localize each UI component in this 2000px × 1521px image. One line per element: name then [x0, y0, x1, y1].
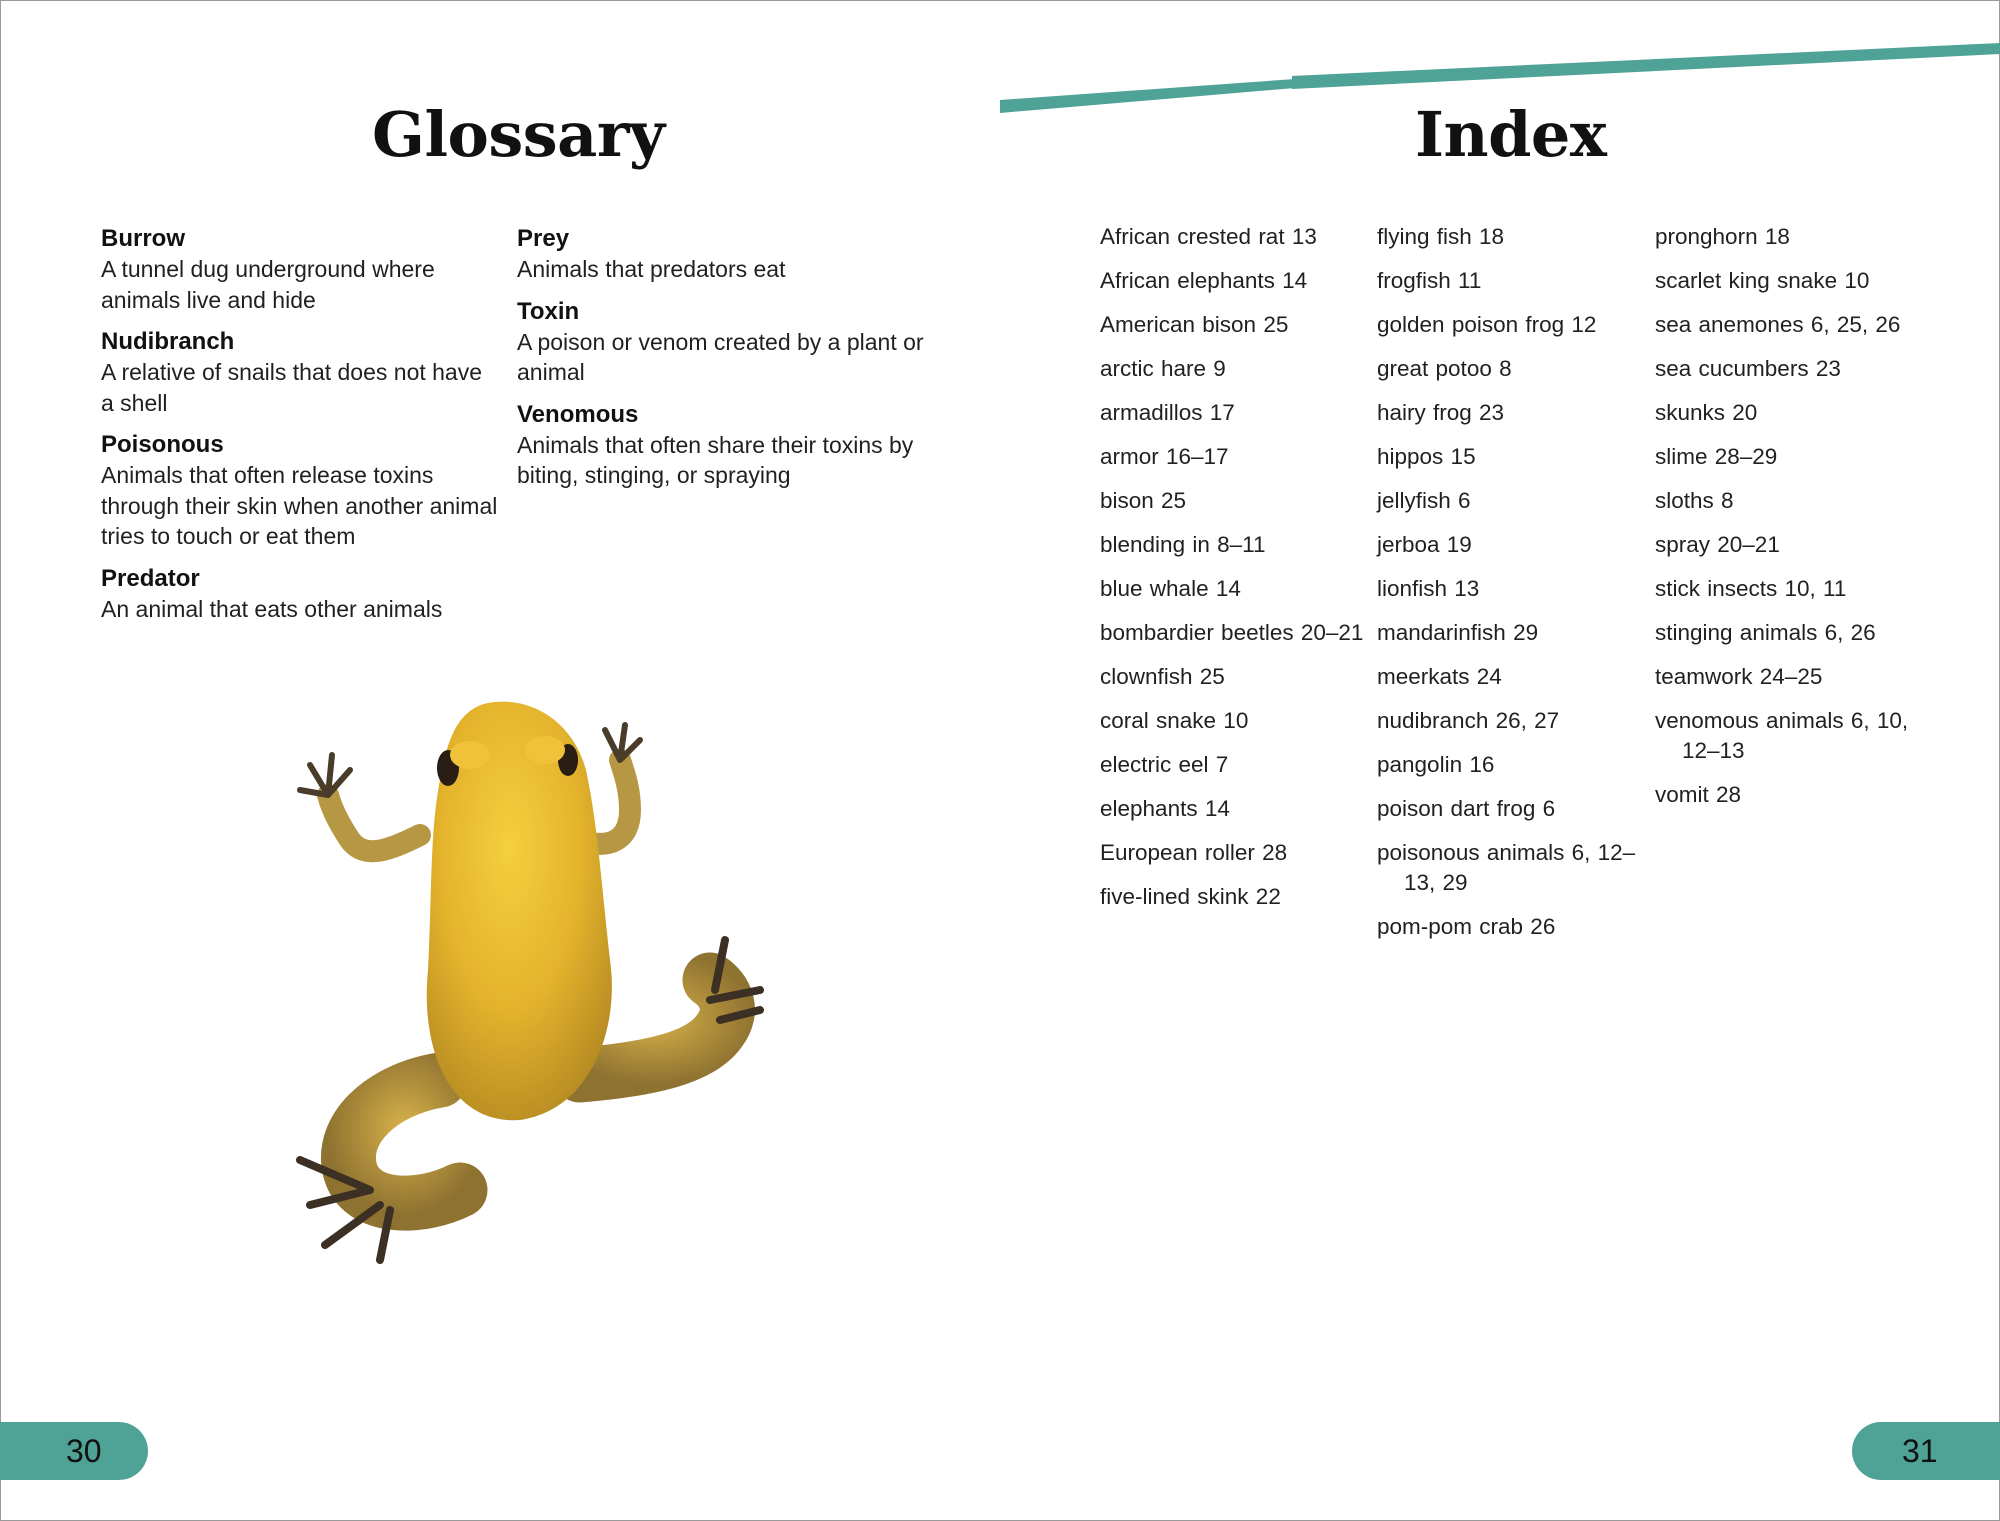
- glossary-definition: Animals that often release toxins through their skin when another animal tries to touch or eat them: [101, 462, 498, 549]
- glossary-term: Prey: [517, 225, 570, 252]
- page-number-right: 31: [1852, 1422, 2000, 1480]
- glossary-entry: [517, 297, 937, 388]
- index-entry: arctic hare 9: [1100, 356, 1226, 381]
- index-column-1: [1100, 222, 1370, 926]
- glossary-definition: A tunnel dug underground where animals live and hide: [101, 256, 435, 313]
- index-title: Index: [1415, 98, 1607, 171]
- index-entry: poisonous animals 6, 12–13, 29: [1377, 840, 1636, 895]
- index-entry: stick insects 10, 11: [1655, 576, 1847, 601]
- index-entry: coral snake 10: [1100, 708, 1249, 733]
- index-entry: African crested rat 13: [1100, 224, 1317, 249]
- index-entry: pronghorn 18: [1655, 224, 1790, 249]
- glossary-definition: A relative of snails that does not have a shell: [101, 359, 483, 416]
- teal-stripe-decoration: [0, 0, 2000, 130]
- index-entry: hairy frog 23: [1377, 400, 1505, 425]
- index-entry: jellyfish 6: [1377, 488, 1471, 513]
- glossary-term: Predator: [101, 564, 200, 592]
- index-entry: elephants 14: [1100, 796, 1230, 821]
- index-entry: mandarinfish 29: [1377, 620, 1539, 645]
- index-entry: clownfish 25: [1100, 664, 1225, 689]
- glossary-definition: An animal that eats other animals: [101, 595, 443, 622]
- index-entry: scarlet king snake 10: [1655, 268, 1870, 293]
- frog-photo: [280, 690, 780, 1290]
- glossary-term: Toxin: [517, 297, 580, 325]
- index-entry: lionfish 13: [1377, 576, 1480, 601]
- index-column-2: [1377, 222, 1647, 956]
- index-entry: teamwork 24–25: [1655, 664, 1823, 689]
- index-entry: American bison 25: [1100, 312, 1289, 337]
- index-entry: five-lined skink 22: [1100, 884, 1281, 909]
- index-entry: bombardier beetles 20–21: [1100, 620, 1364, 645]
- index-entry: spray 20–21: [1655, 532, 1780, 557]
- index-entry: pom-pom crab 26: [1377, 914, 1556, 939]
- glossary-term: Nudibranch: [101, 328, 235, 355]
- index-entry: great potoo 8: [1377, 356, 1512, 381]
- index-entry: sea cucumbers 23: [1655, 356, 1841, 381]
- index-entry: blending in 8–11: [1100, 532, 1266, 557]
- glossary-definition: Animals that predators eat: [517, 256, 786, 282]
- index-column-3: [1655, 222, 1925, 824]
- index-entry: bison 25: [1100, 488, 1187, 513]
- glossary-right-column: [517, 224, 937, 503]
- page-number-left: 30: [0, 1422, 148, 1480]
- glossary-term: Poisonous: [101, 431, 224, 458]
- index-entry: slime 28–29: [1655, 444, 1778, 469]
- glossary-term: Venomous: [517, 400, 639, 428]
- index-entry: stinging animals 6, 26: [1655, 620, 1876, 645]
- index-entry: armadillos 17: [1100, 400, 1235, 425]
- index-entry: poison dart frog 6: [1377, 796, 1556, 821]
- index-entry: nudibranch 26, 27: [1377, 708, 1560, 733]
- glossary-title: Glossary: [372, 98, 665, 171]
- glossary-entry: [517, 224, 937, 285]
- index-entry: pangolin 16: [1377, 752, 1495, 777]
- glossary-term: Burrow: [101, 225, 185, 252]
- index-entry: hippos 15: [1377, 444, 1476, 469]
- index-entry: meerkats 24: [1377, 664, 1502, 689]
- glossary-entry: [101, 224, 501, 315]
- index-entry: sea anemones 6, 25, 26: [1655, 312, 1901, 337]
- index-entry: African elephants 14: [1100, 268, 1308, 293]
- glossary-definition: A poison or venom created by a plant or animal: [517, 328, 924, 385]
- index-entry: armor 16–17: [1100, 444, 1229, 469]
- index-entry: European roller 28: [1100, 840, 1288, 865]
- index-entry: sloths 8: [1655, 488, 1734, 513]
- glossary-entry: [517, 400, 937, 491]
- glossary-entry: [101, 327, 501, 418]
- glossary-entry: [101, 564, 501, 625]
- index-entry: blue whale 14: [1100, 576, 1241, 601]
- index-entry: frogfish 11: [1377, 268, 1482, 293]
- index-entry: golden poison frog 12: [1377, 312, 1597, 337]
- index-entry: vomit 28: [1655, 782, 1742, 807]
- index-entry: skunks 20: [1655, 400, 1758, 425]
- glossary-left-column: [101, 224, 501, 636]
- index-entry: electric eel 7: [1100, 752, 1229, 777]
- glossary-definition: Animals that often share their toxins by biting, stinging, or spraying: [517, 431, 914, 488]
- index-entry: flying fish 18: [1377, 224, 1505, 249]
- index-entry: venomous animals 6, 10, 12–13: [1655, 708, 1909, 763]
- glossary-entry: [101, 430, 501, 552]
- index-entry: jerboa 19: [1377, 532, 1472, 557]
